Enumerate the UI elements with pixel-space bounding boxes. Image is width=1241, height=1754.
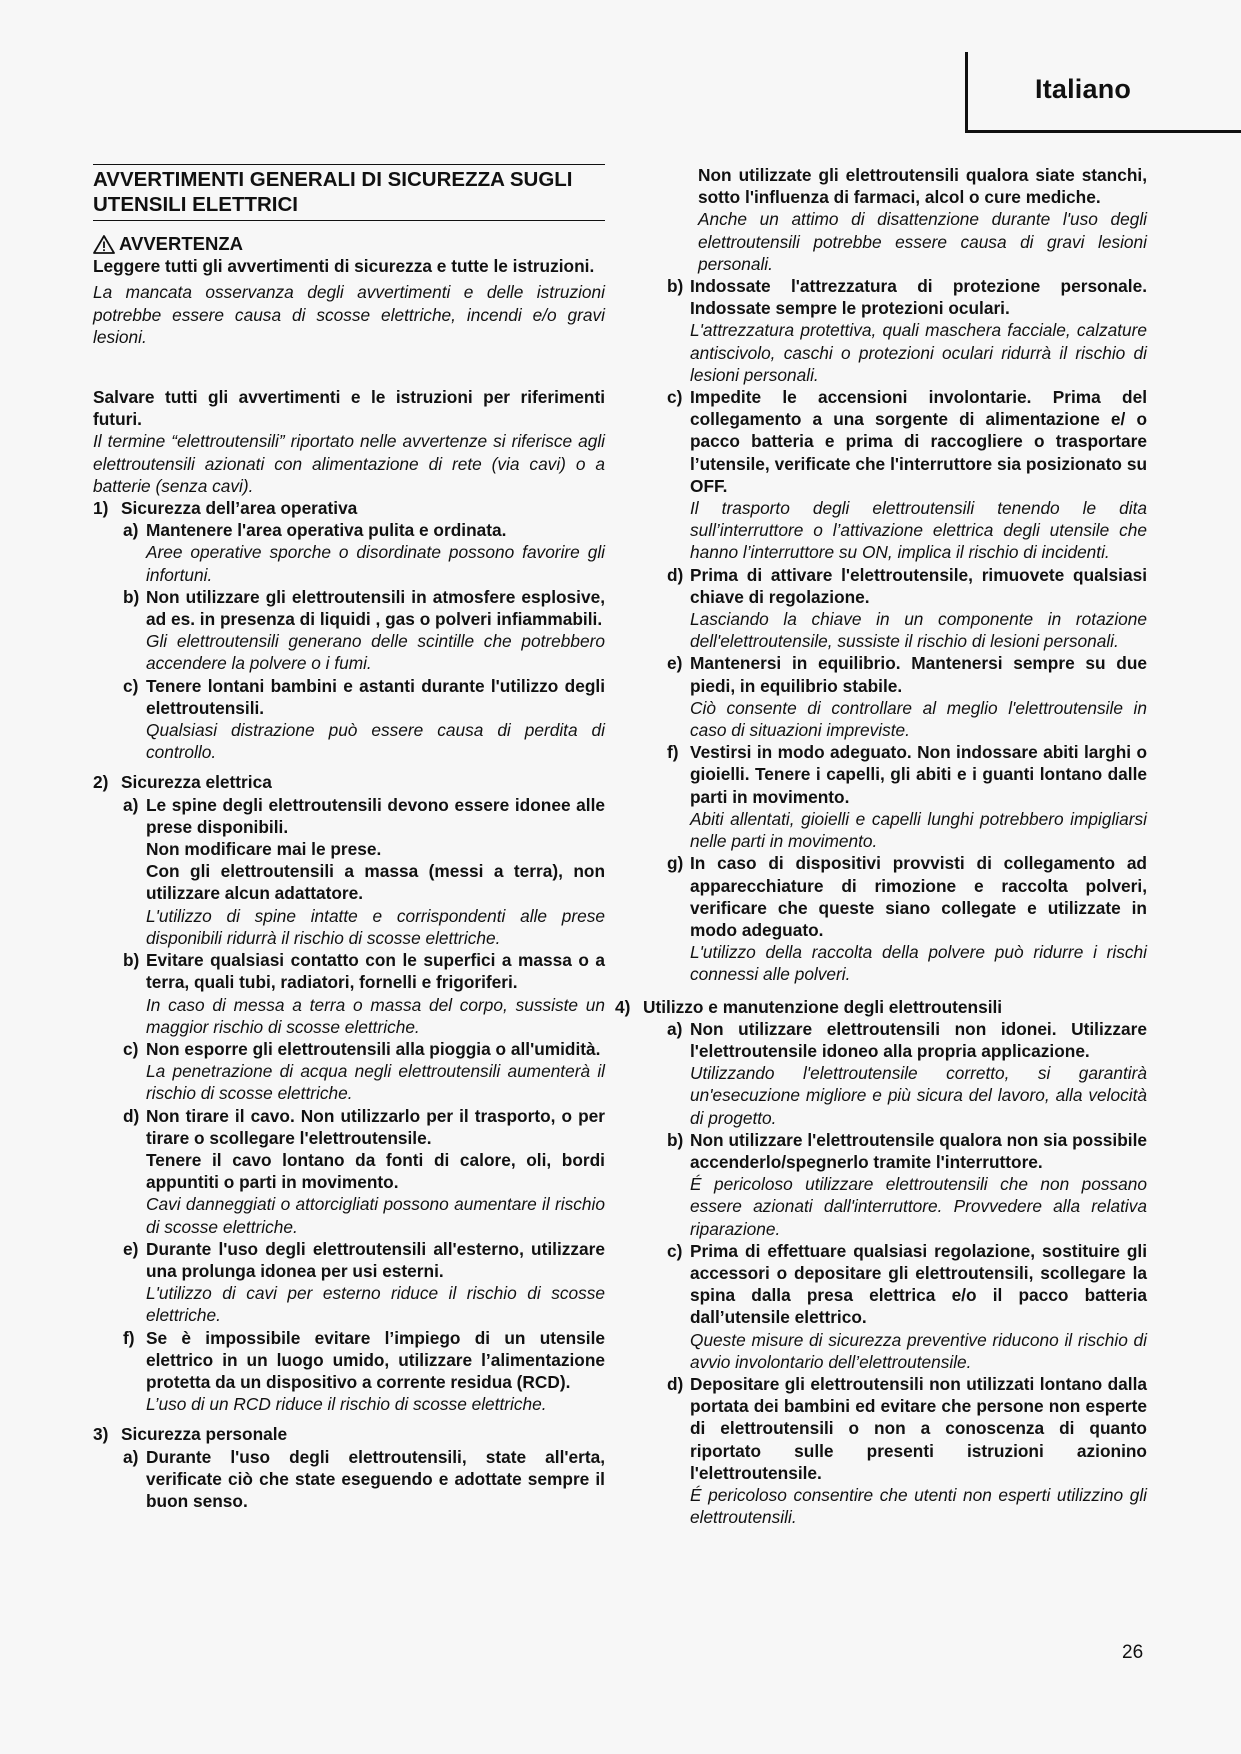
list-item: g) In caso di dispositivi provvisti di collegamento ad apparecchiature di rimozione e raccolta polveri, verificare che queste siano collegate e utilizzate in modo adeguato. L'utilizzo della raccolta della polvere può ridurre i rischi connessi alle polveri. — [667, 853, 1147, 985]
list-item-continued: Non utilizzate gli elettroutensili qualora siate stanchi, sotto l'influenza di farmaci, alcol o cure mediche. Anche un attimo di disattenzione durante l'uso degli elettroutensili potrebbe essere causa di gravi lesioni personali. — [698, 165, 1147, 274]
list-item: c) Impedite le accensioni involontarie. Prima del collegamento a una sorgente di alimentazione e/ o pacco batteria e prima di raccogliere o trasportare l’utensile, verificate che l'interruttore sia posizionato su OFF. Il trasporto degli elettroutensili tenendo le dita sull’interruttore o l’attivazione elettrica degli utensile che hanno l’interruttore su ON, implica il rischio di incidenti. — [667, 387, 1147, 563]
list-item: f) Vestirsi in modo adeguato. Non indossare abiti larghi o gioielli. Tenere i capelli, gli abiti e i guanti lontano dalle parti in movimento. Abiti allentati, gioielli e capelli lunghi potrebbero impigliarsi nelle parti in movimento. — [667, 742, 1147, 852]
list-item: d) Depositare gli elettroutensili non utilizzati lontano dalla portata dei bambini ed evitare che persone non esperte di elettroutensili o non a conoscenza di quanto riportato sulle presenti istruzioni azionino l'elettroutensile. É pericoloso consentire che utenti non esperti utilizzino gli elettroutensili. — [667, 1373, 1147, 1528]
list-item: b) Non utilizzare gli elettroutensili in atmosfere esplosive, ad es. in presenza di liquidi , gas o polveri infiammabili. Gli elettroutensili generano delle scintille che potrebbero accendere la polvere o i fumi. — [123, 586, 605, 674]
save-all-instruction: Salvare tutti gli avvertimenti e le istruzioni per riferimenti futuri. — [93, 387, 605, 430]
language-tab — [965, 52, 1241, 133]
list-item: b) Indossate l'attrezzatura di protezione personale. Indossate sempre le protezioni oculari. L'attrezzatura protettiva, quali maschera facciale, calzature antiscivolo, caschi o protezioni oculari ridurrà il rischio di lesioni personali. — [667, 276, 1147, 385]
list-item: d) Non tirare il cavo. Non utilizzarlo per il trasporto, o per tirare o scollegare l'elettroutensile. Tenere il cavo lontano da fonti di calore, oli, bordi appuntiti o parti in movimento. Cavi danneggiati o attorcigliati possono aumentare il rischio di scosse elettriche. — [123, 1105, 605, 1237]
list-item: a) Durante l'uso degli elettroutensili, state all'erta, verificate ciò che state eseguendo e adottate sempre il buon senso. — [123, 1446, 605, 1511]
right-column — [615, 164, 1147, 1528]
list-item: c) Non esporre gli elettroutensili alla pioggia o all'umidità. La penetrazione di acqua negli elettroutensili aumenterà il rischio di scosse elettriche. — [123, 1038, 605, 1104]
save-all-detail: Il termine “elettroutensili” riportato nelle avvertenze si riferisce agli elettroutensili azionati con alimentazione di rete (via cavi) o a batterie (senza cavi). — [93, 431, 605, 496]
list-item: e) Durante l'uso degli elettroutensili all'esterno, utilizzare una prolunga idonea per usi esterni. L'utilizzo di cavi per esterno riduce il rischio di scosse elettriche. — [123, 1238, 605, 1326]
section-heading: 4) Utilizzo e manutenzione degli elettroutensili — [615, 996, 1003, 1017]
warning-label: AVVERTENZA — [119, 233, 244, 254]
section-title: AVVERTIMENTI GENERALI DI SICUREZZA SUGLI UTENSILI ELETTRICI — [93, 164, 605, 221]
list-item: a) Le spine degli elettroutensili devono essere idonee alle prese disponibili. Non modificare mai le prese. Con gli elettroutensili a massa (messi a terra), non utilizzare alcun adattatore. L'utilizzo di spine intatte e corrispondenti alle prese disponibili ridurrà il rischio di scosse elettriche. — [123, 794, 605, 948]
list-item: f) Se è impossibile evitare l’impiego di un utensile elettrico in un luogo umido, utilizzare l’alimentazione protetta da un dispositivo a corrente residua (RCD). L’uso di un RCD riduce il rischio di scosse elettriche. — [123, 1327, 605, 1415]
list-item: c) Tenere lontani bambini e astanti durante l'utilizzo degli elettroutensili. Qualsiasi distrazione può essere causa di perdita di controllo. — [123, 675, 605, 763]
list-item: e) Mantenersi in equilibrio. Mantenersi sempre su due piedi, in equilibrio stabile. Ciò consente di controllare al meglio l'elettroutensile in caso di situazioni impreviste. — [667, 653, 1147, 741]
language-label: Italiano — [1035, 74, 1132, 104]
read-all-detail: La mancata osservanza degli avvertimenti e delle istruzioni potrebbe essere causa di scosse elettriche, incendi e/o gravi lesioni. — [93, 282, 605, 347]
left-column — [93, 164, 605, 1512]
list-item: b) Non utilizzare l'elettroutensile qualora non sia possibile accenderlo/spegnerlo tramite l'interruttore. É pericoloso utilizzare elettroutensili che non possano essere azionati dall'interruttore. Provvedere alla relativa riparazione. — [667, 1129, 1147, 1239]
list-item: c) Prima di effettuare qualsiasi regolazione, sostituire gli accessori o depositare gli elettroutensili, scollegare la spina dalla presa elettrica e/o il pacco batteria dall’utensile elettrico. Queste misure di sicurezza preventive riducono il rischio di avvio involontario dell’elettroutensile. — [667, 1240, 1147, 1372]
warning-triangle-icon — [93, 235, 115, 254]
section-heading: 2) Sicurezza elettrica — [93, 772, 272, 793]
list-item: b) Evitare qualsiasi contatto con le superfici a massa o a terra, quali tubi, radiatori, fornelli e frigoriferi. In caso di messa a terra o massa del corpo, sussiste un maggior rischio di scosse elettriche. — [123, 950, 605, 1037]
list-item: a) Mantenere l'area operativa pulita e ordinata. Aree operative sporche o disordinate possono favorire gli infortuni. — [123, 520, 605, 585]
section-heading: 3) Sicurezza personale — [93, 1424, 288, 1445]
list-item: d) Prima di attivare l'elettroutensile, rimuovete qualsiasi chiave di regolazione. Lasciando la chiave in un componente in rotazione dell'elettroutensile, sussiste il rischio di lesioni personali. — [667, 564, 1147, 652]
read-all-instruction: Leggere tutti gli avvertimenti di sicurezza e tutte le istruzioni. — [93, 256, 595, 277]
warning-heading — [93, 233, 605, 255]
page-number: 26 — [1122, 1642, 1144, 1663]
section-heading: 1) Sicurezza dell’area operativa — [93, 498, 358, 519]
list-item: a) Non utilizzare elettroutensili non idonei. Utilizzare l'elettroutensile idoneo alla propria applicazione. Utilizzando l'elettroutensile corretto, si garantirà un'esecuzione migliore e più sicura del lavoro, alla velocità di progetto. — [667, 1018, 1147, 1128]
